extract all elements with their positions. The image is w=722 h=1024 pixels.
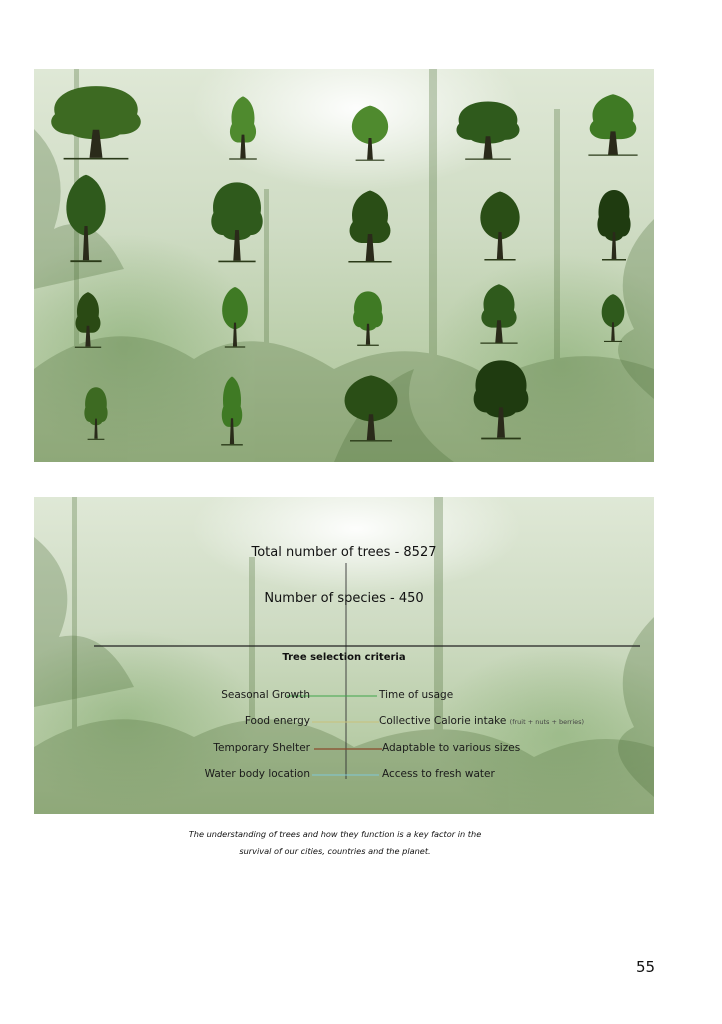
criterion-right-4: Access to fresh water [382,768,495,780]
tree-silhouette-icon [598,291,628,343]
page-number: 55 [636,958,656,976]
caption-line-1: The understanding of trees and how they function is a key factor in the [188,829,482,839]
tree-statistics-panel [34,497,654,814]
tree-silhouette-icon [594,187,634,262]
total-trees-stat: Total number of trees - 8527 [251,545,437,560]
tree-silhouette-icon [572,93,654,157]
criterion-left-1: Seasonal Growth [221,689,310,701]
criterion-right-1: Time of usage [379,689,454,701]
tree-silhouette-icon [214,375,250,447]
species-count-stat: Number of species - 450 [264,591,424,606]
criterion-right-3: Adaptable to various sizes [382,742,521,754]
tree-silhouette-icon [468,357,534,441]
figure-caption [170,826,500,860]
criterion-left-3: Temporary Shelter [213,742,310,754]
tree-silhouette-icon [82,385,110,441]
criterion-left-2: Food energy [244,715,310,727]
tree-silhouette-icon [450,99,526,161]
tree-silhouette-icon [66,291,110,349]
tree-silhouette-icon [218,283,252,349]
criteria-title: Tree selection criteria [282,652,406,663]
tree-silhouette-icon [60,169,112,264]
tree-species-collage [34,69,654,462]
criterion-note: (fruit + nuts + berries) [509,718,585,726]
criterion-right-2: Collective Calorie intake (fruit + nuts + berries) [379,715,585,727]
caption-line-2: survival of our cities, countries and the planet. [239,846,431,856]
tree-silhouette-icon [220,95,266,161]
tree-silhouette-icon [468,283,530,345]
tree-silhouette-icon [42,83,150,161]
tree-silhouette-icon [350,289,386,347]
tree-silhouette-icon [336,371,406,443]
tree-silhouette-icon [346,102,394,162]
tree-silhouette-icon [474,187,526,262]
tree-silhouette-icon [334,189,406,264]
tree-silhouette-icon [206,179,268,264]
criterion-left-4: Water body location [204,768,310,780]
